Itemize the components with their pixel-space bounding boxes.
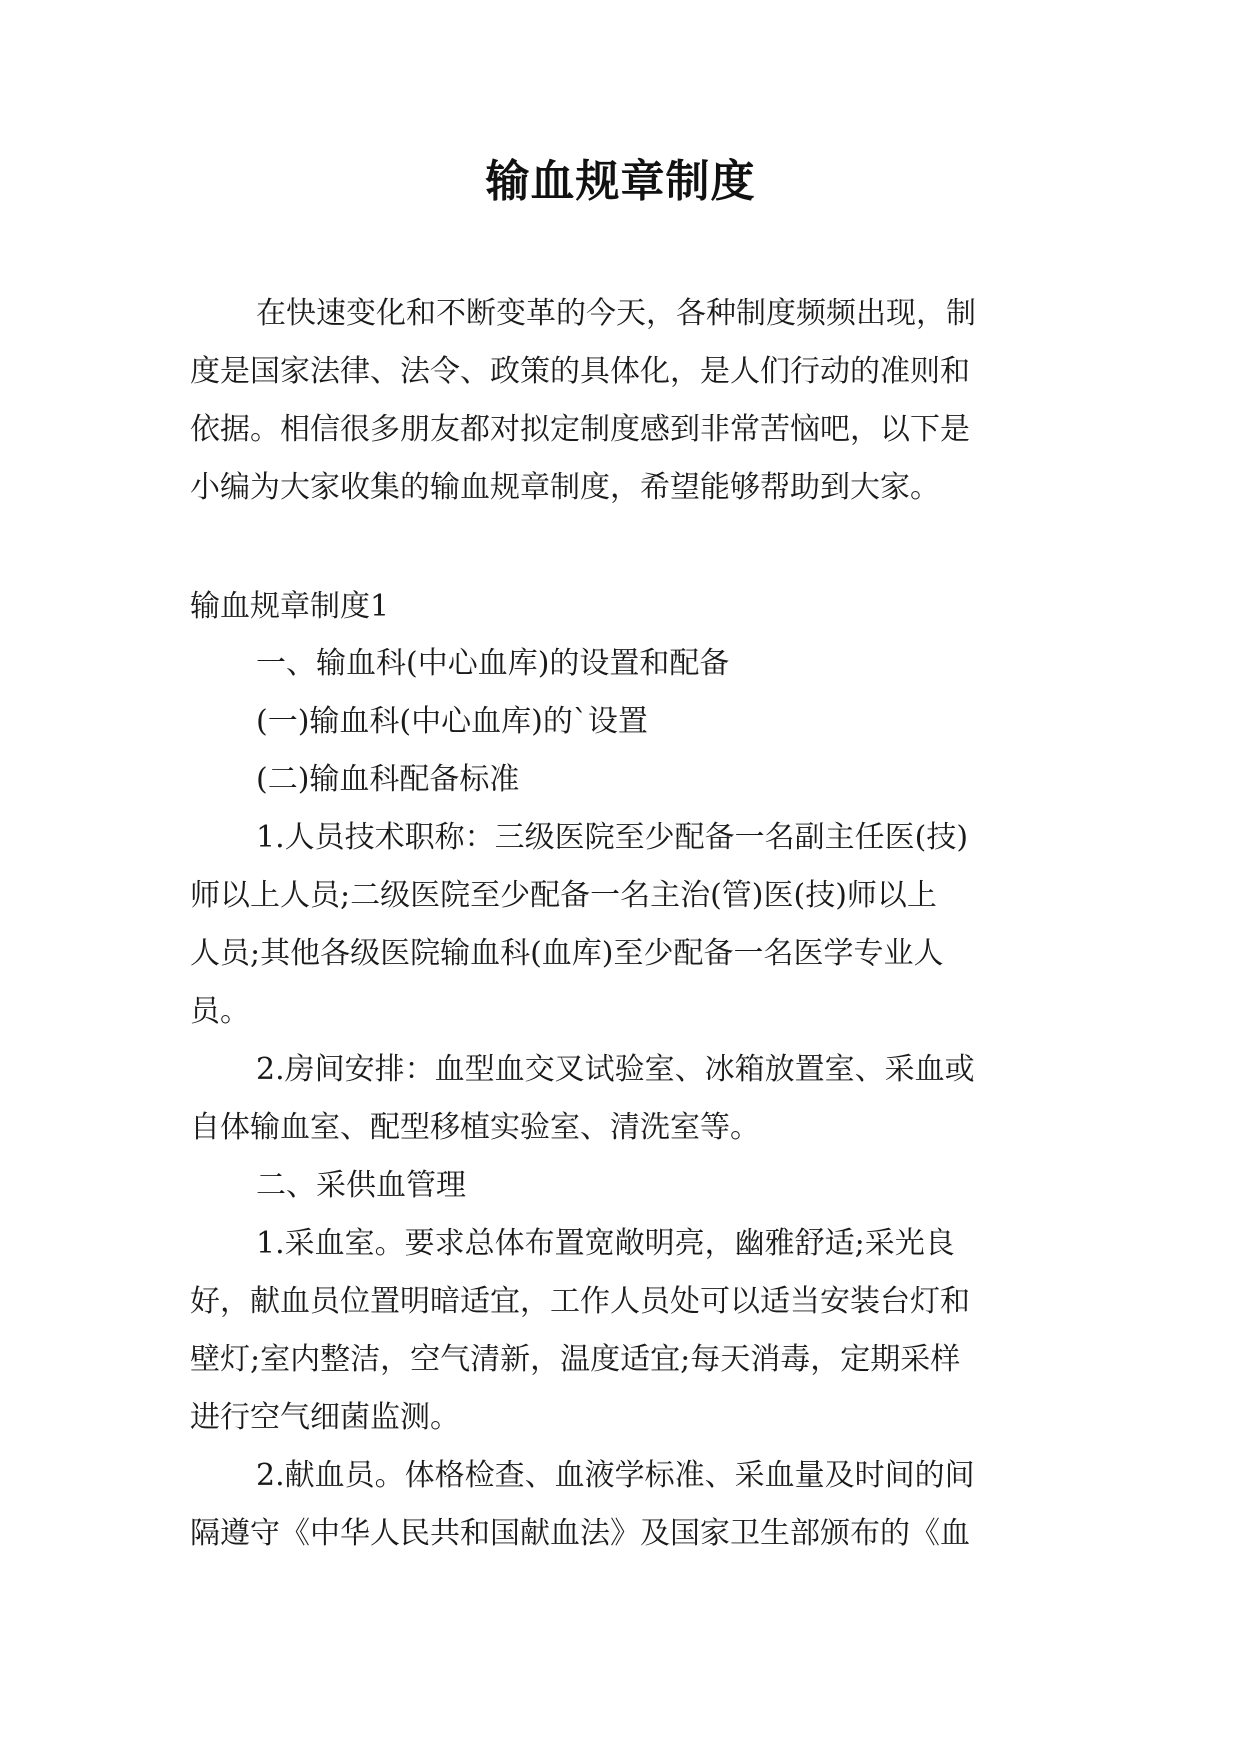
paragraph-line: 2.献血员。体格检查、血液学标准、采血量及时间的间 xyxy=(256,1458,975,1493)
intro-line-4: 小编为大家收集的输血规章制度，希望能够帮助到大家。 xyxy=(190,470,940,505)
paragraph-line: 壁灯;室内整洁，空气清新，温度适宜;每天消毒，定期采样 xyxy=(190,1342,961,1377)
intro-line-3: 依据。相信很多朋友都对拟定制度感到非常苦恼吧，以下是 xyxy=(190,412,970,447)
paragraph-line: 1.人员技术职称：三级医院至少配备一名副主任医(技) xyxy=(256,820,969,855)
paragraph-line: 隔遵守《中华人民共和国献血法》及国家卫生部颁布的《血 xyxy=(190,1516,970,1551)
paragraph-line: 2.房间安排：血型血交叉试验室、冰箱放置室、采血或 xyxy=(256,1052,975,1087)
paragraph-line: 师以上人员;二级医院至少配备一名主治(管)医(技)师以上 xyxy=(190,878,937,913)
paragraph-line: 自体输血室、配型移植实验室、清洗室等。 xyxy=(190,1110,760,1145)
chapter-heading-1: 一、输血科(中心血库)的设置和配备 xyxy=(256,646,730,681)
intro-line-2: 度是国家法律、法令、政策的具体化，是人们行动的准则和 xyxy=(190,354,970,389)
document-title: 输血规章制度 xyxy=(485,156,756,207)
section-heading: 输血规章制度1 xyxy=(190,589,390,624)
chapter-heading-2: 二、采供血管理 xyxy=(256,1168,466,1203)
paragraph-line: 进行空气细菌监测。 xyxy=(190,1400,460,1435)
intro-line-1: 在快速变化和不断变革的今天，各种制度频频出现，制 xyxy=(256,296,976,331)
subheading-1: (一)输血科(中心血库)的`设置 xyxy=(256,704,648,739)
subheading-2: (二)输血科配备标准 xyxy=(256,762,520,797)
paragraph-line: 好，献血员位置明暗适宜，工作人员处可以适当安装台灯和 xyxy=(190,1284,970,1319)
paragraph-line: 人员;其他各级医院输血科(血库)至少配备一名医学专业人 xyxy=(190,936,944,971)
paragraph-line: 员。 xyxy=(190,994,250,1029)
paragraph-line: 1.采血室。要求总体布置宽敞明亮，幽雅舒适;采光良 xyxy=(256,1226,955,1261)
